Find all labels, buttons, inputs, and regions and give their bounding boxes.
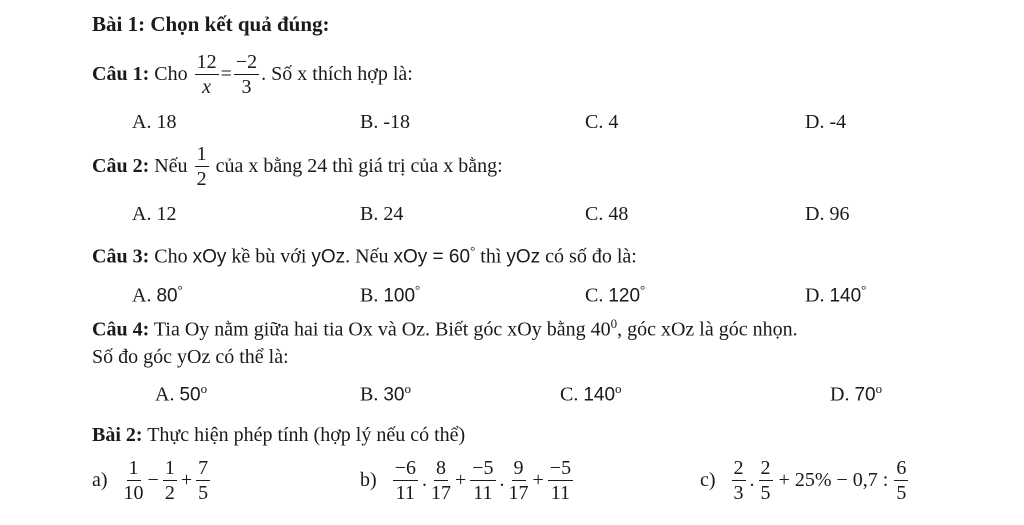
fraction-denominator: 11 (550, 482, 571, 504)
operator: − (147, 469, 159, 491)
fraction-denominator: 5 (896, 482, 907, 504)
fraction-denominator: 11 (473, 482, 493, 504)
question-1-text-pre: Cho (154, 63, 188, 85)
q3-option-c[interactable] (585, 282, 645, 308)
q2-option-d[interactable]: D. 96 (805, 203, 850, 225)
degree-symbol: o (200, 381, 208, 396)
q1-option-a[interactable]: A. 18 (132, 111, 177, 133)
q2-option-a[interactable]: A. 12 (132, 203, 177, 225)
fraction-denominator: x (202, 76, 212, 98)
fraction-denominator: 3 (241, 76, 252, 98)
q1-option-b[interactable]: B. -18 (360, 111, 410, 133)
fraction (894, 458, 908, 503)
fraction-numerator: 6 (896, 457, 907, 479)
option-value: 70 (854, 384, 876, 406)
bai2-part-b (360, 458, 575, 503)
question-4-text-pre: Tia Oy nằm giữa hai tia Ox và Oz. Biết góc xOy bằng 40 (153, 318, 611, 341)
bai2-part-a (92, 458, 212, 503)
part-b-label: b) (360, 469, 377, 491)
option-letter: B. (360, 383, 379, 406)
bai2-title-text: Thực hiện phép tính (hợp lý nếu có thể) (147, 424, 466, 446)
q3-option-b[interactable] (360, 282, 420, 308)
fraction-numerator: 12 (196, 51, 217, 73)
option-value: 100 (383, 285, 416, 307)
bai2-title (92, 424, 465, 447)
question-4-line-2: Số đo góc yOz có thể là: (92, 346, 289, 368)
angle-xoy: xOy (192, 246, 227, 268)
fraction (163, 458, 177, 503)
fraction-numerator: 9 (513, 457, 524, 479)
q4-option-b[interactable] (360, 381, 411, 407)
q3-option-d[interactable] (805, 282, 866, 308)
fraction-numerator: 7 (198, 457, 209, 479)
question-3-text-3: . Nếu (345, 245, 389, 268)
q3-option-a[interactable] (132, 282, 183, 308)
fraction-numerator: −2 (235, 51, 258, 73)
degree-symbol: o (875, 381, 883, 396)
operator: . (421, 469, 427, 491)
option-letter: D. (805, 284, 825, 307)
fraction-numerator: 2 (760, 457, 771, 479)
question-2-text-pre: Nếu (154, 155, 188, 177)
question-3-text-4: thì (480, 245, 502, 268)
fraction-denominator: 3 (733, 482, 744, 504)
fraction (124, 458, 144, 503)
question-1-label: Câu 1: (92, 63, 150, 85)
option-letter: C. (585, 284, 604, 307)
q4-option-a[interactable] (155, 381, 207, 407)
question-2-text-post: của x bằng 24 thì giá trị của x bằng: (215, 155, 503, 177)
fraction-denominator: 5 (760, 482, 771, 504)
degree-superscript: 0 (610, 316, 618, 331)
part-c-label: c) (700, 469, 716, 491)
question-3-text-5: có số đo là: (545, 245, 637, 268)
question-2-fraction (195, 144, 209, 189)
fraction-numerator: 1 (128, 457, 139, 479)
fraction (393, 458, 418, 503)
equals-sign: = (220, 63, 232, 85)
fraction-denominator: 17 (430, 482, 451, 504)
option-value: 140 (829, 285, 862, 307)
fraction-numerator: 8 (435, 457, 446, 479)
bai1-title: Bài 1: Chọn kết quả đúng: (92, 12, 330, 36)
q1-option-c[interactable]: C. 4 (585, 111, 619, 133)
option-letter: A. (132, 284, 152, 307)
degree-symbol: ° (177, 282, 183, 297)
fraction (196, 458, 210, 503)
option-letter: C. (560, 383, 579, 406)
question-3-text-2: kề bù với (231, 245, 307, 268)
q4-option-d[interactable] (830, 381, 882, 407)
fraction (431, 458, 451, 503)
degree-symbol: ° (861, 282, 867, 297)
operator: . (749, 469, 755, 491)
fraction-numerator: 2 (733, 457, 744, 479)
fraction-numerator: −5 (472, 457, 494, 479)
fraction-numerator: −6 (394, 457, 416, 479)
fraction-numerator: −5 (549, 457, 572, 479)
angle-yoz: yOz (311, 246, 346, 268)
fraction-numerator: 1 (196, 143, 207, 165)
q2-option-c[interactable]: C. 48 (585, 203, 629, 225)
q2-option-b[interactable]: B. 24 (360, 203, 404, 225)
question-4-line-1 (92, 316, 798, 342)
fraction (509, 458, 529, 503)
option-value: 80 (156, 285, 178, 307)
degree-symbol: ° (415, 282, 421, 297)
question-1 (92, 52, 413, 97)
option-value: 50 (179, 384, 201, 406)
question-1-fraction-1 (195, 52, 219, 97)
question-4-text-post: , góc xOz là góc nhọn. (617, 318, 798, 341)
option-value: 30 (383, 384, 405, 406)
angle-yoz-2: yOz (506, 246, 541, 268)
fraction-denominator: 2 (196, 168, 207, 190)
question-1-text-post: . Số x thích hợp là: (261, 63, 413, 85)
option-letter: D. (830, 383, 850, 406)
option-letter: B. (360, 284, 379, 307)
option-letter: A. (155, 383, 175, 406)
fraction-denominator: 11 (395, 482, 415, 504)
question-1-fraction-2 (234, 52, 259, 97)
q4-option-c[interactable] (560, 381, 622, 407)
angle-expression: xOy = 60 (393, 246, 471, 268)
degree-symbol: o (615, 381, 622, 396)
bai2-title-label: Bài 2: (92, 424, 143, 446)
fraction (548, 458, 573, 503)
degree-symbol: ° (470, 243, 476, 258)
operator: + (180, 469, 193, 491)
question-3 (92, 243, 637, 269)
fraction-denominator: 17 (508, 482, 529, 504)
degree-symbol: o (404, 381, 411, 396)
question-2-label: Câu 2: (92, 155, 150, 177)
fraction (470, 458, 495, 503)
question-3-text-1: Cho (154, 245, 188, 268)
operator: . (499, 469, 505, 491)
q1-option-d[interactable]: D. -4 (805, 111, 847, 133)
question-2 (92, 144, 503, 189)
bai2-part-c (700, 458, 910, 503)
fraction-denominator: 2 (164, 482, 175, 504)
operator: + (532, 469, 544, 491)
question-3-label: Câu 3: (92, 245, 150, 268)
option-value: 140 (583, 384, 616, 406)
fraction-denominator: 10 (123, 482, 144, 504)
fraction (759, 458, 773, 503)
option-value: 120 (608, 285, 641, 307)
part-a-label: a) (92, 469, 108, 491)
question-4-label: Câu 4: (92, 318, 150, 341)
fraction (732, 458, 746, 503)
fraction-denominator: 5 (198, 482, 209, 504)
fraction-numerator: 1 (164, 457, 175, 479)
expression-middle: + 25% − 0,7 : (778, 469, 889, 491)
operator: + (454, 469, 467, 491)
degree-symbol: ° (640, 282, 646, 297)
